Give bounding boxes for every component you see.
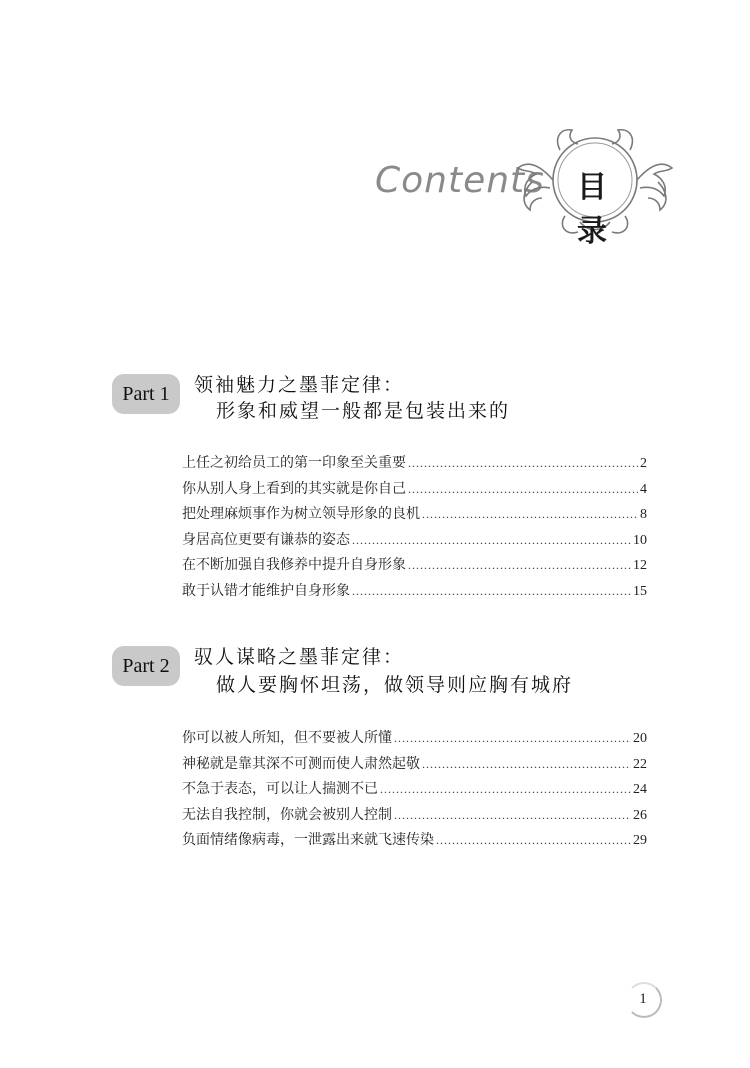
toc-entry[interactable] — [182, 452, 647, 478]
toc-entry-title: 上任之初给员工的第一印象至关重要 — [182, 455, 406, 471]
toc-entry[interactable] — [182, 778, 647, 804]
dot-leader — [380, 782, 631, 797]
contents-word: Contents — [375, 160, 545, 201]
dot-leader — [408, 558, 631, 573]
dot-leader — [352, 533, 631, 548]
toc-entry-title: 不急于表态，可以让人揣测不已 — [182, 781, 378, 797]
toc-entry-title: 负面情绪像病毒，一泄露出来就飞速传染 — [182, 832, 434, 848]
dot-leader — [436, 833, 631, 848]
dot-leader — [408, 456, 638, 471]
toc-entry-title: 身居高位更要有谦恭的姿态 — [182, 531, 350, 548]
toc-entry-page: 26 — [633, 807, 647, 823]
toc-entry[interactable] — [182, 529, 647, 555]
part-1-toc-list — [182, 452, 647, 605]
toc-entry[interactable] — [182, 580, 647, 606]
dot-leader — [352, 584, 631, 599]
dot-leader — [422, 507, 638, 522]
part-2-toc-list — [182, 727, 647, 855]
toc-entry[interactable] — [182, 727, 647, 753]
toc-entry[interactable] — [182, 554, 647, 580]
part-title-line1: 驭人谋略之墨菲定律： — [194, 646, 405, 668]
toc-entry-title: 敢于认错才能维护自身形象 — [182, 582, 350, 599]
toc-entry-page: 24 — [633, 782, 647, 797]
toc-entry[interactable] — [182, 829, 647, 855]
dot-leader — [394, 808, 631, 823]
toc-entry-title: 把处理麻烦事作为树立领导形象的良机 — [182, 506, 420, 522]
toc-entry-page: 12 — [633, 558, 647, 573]
toc-entry-page: 10 — [633, 532, 647, 548]
part-badge: Part 1 — [112, 374, 180, 414]
contents-header — [0, 0, 750, 260]
toc-entry-page: 20 — [633, 731, 647, 746]
toc-entry-page: 4 — [640, 481, 647, 497]
toc-entry-page: 22 — [633, 756, 647, 772]
part-title-line2: 做人要胸怀坦荡，做领导则应胸有城府 — [216, 674, 574, 696]
toc-entry-page: 2 — [640, 456, 647, 471]
toc-entry[interactable] — [182, 503, 647, 529]
toc-entry-page: 15 — [633, 583, 647, 599]
toc-entry-page: 29 — [633, 833, 647, 848]
part-title-line2: 形象和威望一般都是包装出来的 — [216, 400, 511, 422]
toc-entry-title: 在不断加强自我修养中提升自身形象 — [182, 557, 406, 573]
page-number-badge — [626, 982, 662, 1018]
toc-entry[interactable] — [182, 804, 647, 830]
toc-entry-title: 你可以被人所知，但不要被人所懂 — [182, 730, 392, 746]
toc-entry-page: 8 — [640, 507, 647, 522]
toc-entry-title: 无法自我控制，你就会被别人控制 — [182, 806, 392, 823]
part-title-line1: 领袖魅力之墨菲定律： — [194, 374, 405, 396]
toc-entry-title: 神秘就是靠其深不可测而使人肃然起敬 — [182, 755, 420, 772]
toc-entry-title: 你从别人身上看到的其实就是你自己 — [182, 480, 406, 497]
part-badge: Part 2 — [112, 646, 180, 686]
contents-title: 目 录 — [577, 170, 613, 249]
dot-leader — [422, 757, 631, 772]
toc-entry[interactable] — [182, 478, 647, 504]
page-number: 1 — [639, 991, 647, 1007]
dot-leader — [394, 731, 631, 746]
dot-leader — [408, 482, 638, 497]
toc-entry[interactable] — [182, 753, 647, 779]
